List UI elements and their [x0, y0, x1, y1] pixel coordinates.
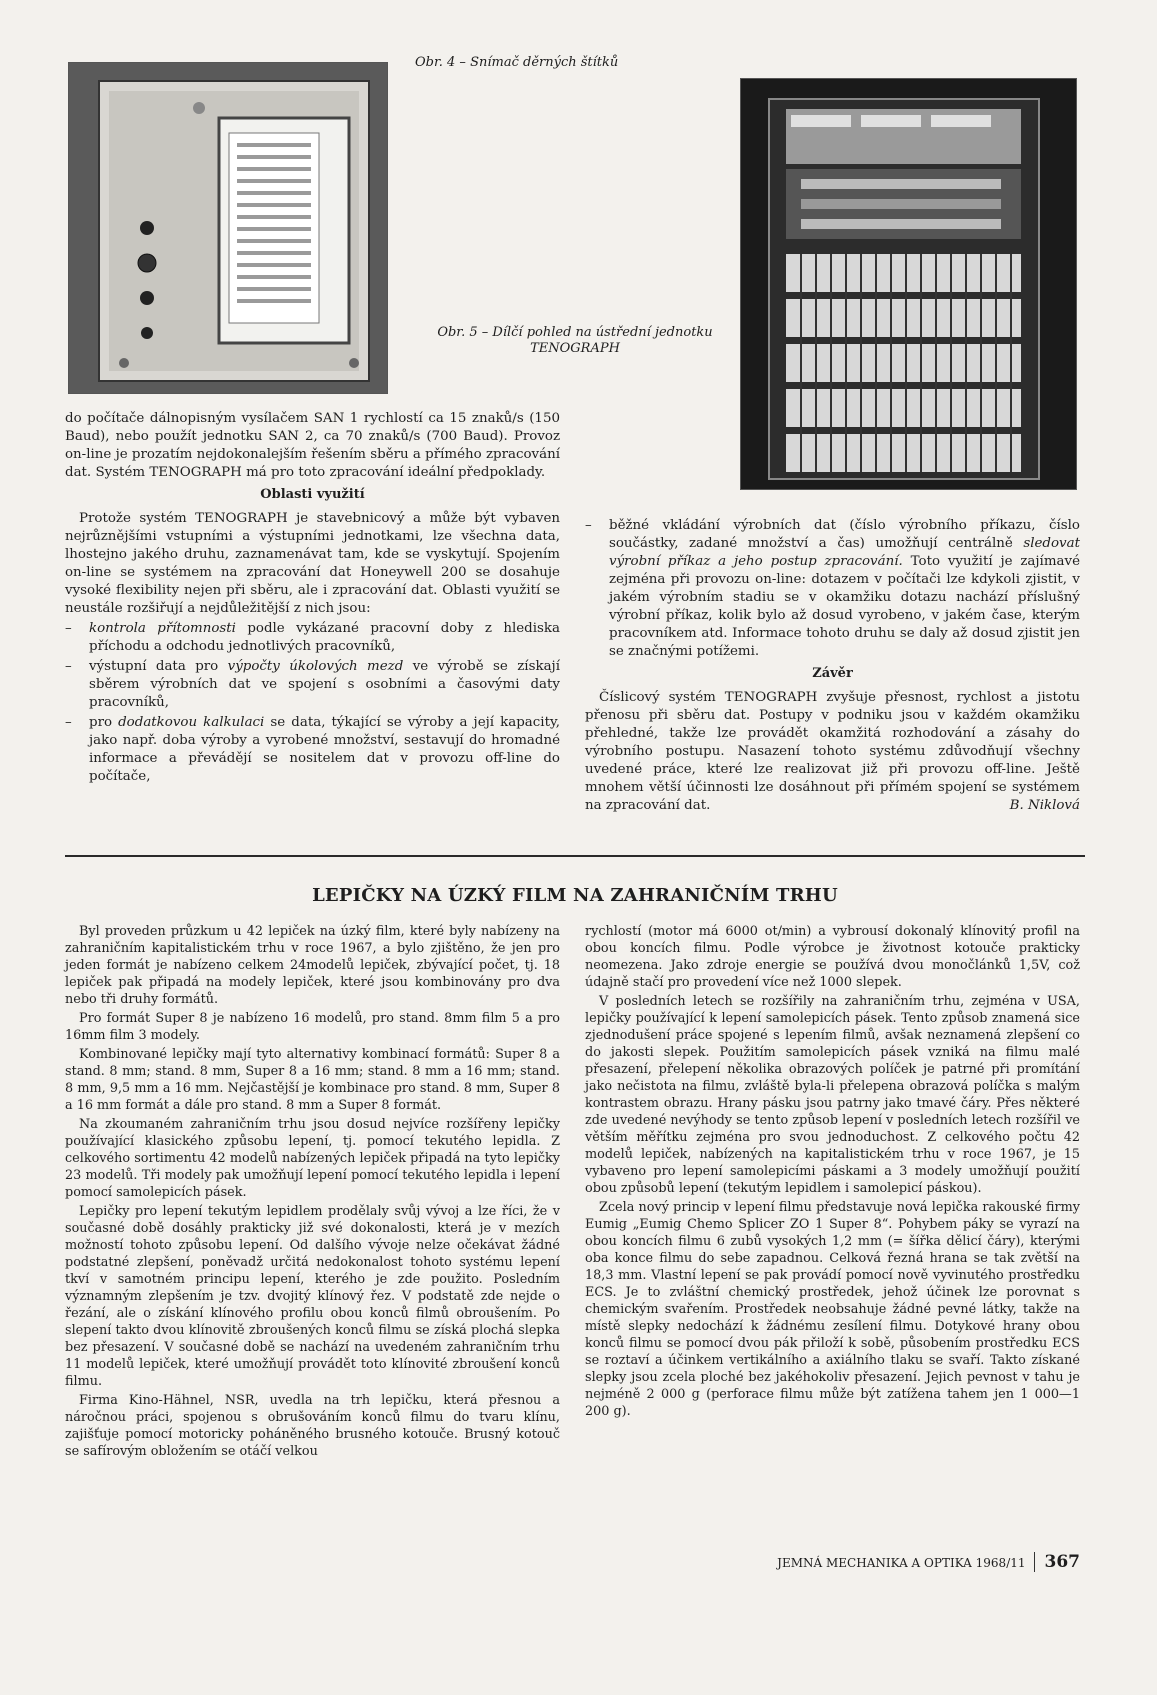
oblasti-paragraph: Protože systém TENOGRAPH je stavebnicový a může být vybaven nejrůznějšími vstupními a výstupními jednotkami, lze všechna data, lhostejno jakého druhu, zaznamenávat tam, kde se vyskytují. Spojením on-line se systémem na zpracování dat Honeywell 200 se dosahuje vysoké flexibility nejen při sběru, ale i zpracování dat. Oblasti využití se neustále rozšiřují a nejdůležitější z nich jsou:: [65, 511, 560, 616]
article2-right-paragraph: V posledních letech se rozšířily na zahraničním trhu, zejména v USA, lepičky používající k lepení samolepicích pásek. Tento způsob znamená sice zjednodušení práce spojené s lepením filmů, avšak neznamená zlepšení co do jakosti slepek. Použitím samolepicích pásek vzniká na filmu malé přesazení, přelepení několika obrazových políček je patrné při promítání jako nečistota na filmu, zvláště byla-li přelepena obrazová políčka s malým kontrastem obrazu. Hrany pásku jsou patrny jako tmavé čáry. Přes některé zde uvedené nevýhody se tento způsob lepení v posledních letech rozšířil ve větším měřítku zejména pro svou jednoduchost. Z celkového počtu 42 modelů lepiček, nabízených na kapitalistickém trhu v roce 1967, je 15 vybaveno pro lepení samolepicími páskami a 3 modely umožňují použití obou způsobů lepení (tekutým lepidlem i samolepicí páskou).: [585, 994, 1080, 1196]
article2-left-paragraph: Lepičky pro lepení tekutým lepidlem prodělaly svůj vývoj a lze říci, že v současné době dosáhly prakticky již své dokonalosti, která je v mezích možností tohoto způsobu lepení. Od dalšího vývoje nelze očekávat žádné podstatné zlepšení, poněvadž určitá nedokonalost tohoto systému lepení tkví v samotném principu lepení, kterého je zde použito. Posledním významným zlepšením je tzv. dvojitý klínový řez. V podstatě zde nejde o řezání, ale o získání klínového profilu obou konců filmů obroušením. Po slepení takto dvou klínovitě zbroušených konců filmu se získá plochá slepka bez přesazení. V současné době se nachází na uvedeném zahraničním trhu 11 modelů lepiček, které umožňují provádět toto klínovité zbroušení konců filmu.: [65, 1204, 560, 1389]
article2-title: LEPIČKY NA ÚZKÝ FILM NA ZAHRANIČNÍM TRHU: [312, 885, 838, 906]
article2-left-column: [65, 923, 560, 1462]
section-divider: [65, 855, 1085, 857]
article2-left-paragraph: Kombinované lepičky mají tyto alternativy kombinací formátů: Super 8 a stand. 8 mm; stand. 8 mm, Super 8 a 16 mm; stand. 8 mm a 16 mm; stand. 8 mm, 9,5 mm a 16 mm. Nejčastější je kombinace pro stand. 8 mm, Super 8 a 16 mm formát a dále pro stand. 8 mm a Super 8 formát.: [65, 1047, 560, 1113]
author-signature: B. Niklová: [1009, 798, 1080, 813]
figure-5-caption-line2: TENOGRAPH: [530, 341, 620, 356]
page-footer: [730, 1552, 1080, 1572]
figure-5-photo: [740, 78, 1077, 490]
article1-right-column: [585, 517, 1080, 817]
article2-right-paragraph: rychlostí (motor má 6000 ot/min) a vybrousí dokonalý klínovitý profil na obou koncích filmu. Podle výrobce je životnost kotouče prakticky neomezena. Jako zdroje energie se používá dvou monočlánků 1,5V, což údajně stačí pro provedení více než 1000 slepek.: [585, 924, 1080, 990]
article2-right-paragraph: Zcela nový princip v lepení filmu představuje nová lepička rakouské firmy Eumig „Eumig Chemo Splicer ZO 1 Super 8“. Pohybem páky se vyrazí na obou koncích filmu 6 zubů vysokých 1,2 mm (= šířka dělicí čáry), kterými oba konce filmu do sebe zapadnou. Celková řezná hrana se tak zvětší na 18,3 mm. Vlastní lepení se pak provádí pomocí nově vyvinutého prostředku ECS. Je to zvláštní chemický prostředek, jehož účinek lze porovnat s chemickým svařením. Prostředek neobsahuje žádné pevné látky, takže na místě slepky nedochází k žádnému zesílení filmu. Dotykové hrany obou konců filmu se pomocí dvou pák přiloží k sobě, působením prostředku ECS se roztaví a účinkem vertikálního a axiálního tlaku se svaří. Takto získané slepky jsou zcela ploché bez jakéhokoliv přesazení. Jejich pevnost v tahu je nejméně 2 000 g (perforace filmu může být zatížena tahem jen 1 000—1 200 g).: [585, 1200, 1080, 1419]
list-item-vyrobni-data: – běžné vkládání výrobních dat (číslo výrobního příkazu, číslo součástky, zadané množství a čas) umožňují centrálně sledovat výrobní příkaz a jeho postup zpracování. Toto využití je zajímavé zejména při provozu on-line: dotazem v počítači lze kdykoli zjistit, v jakém výrobním stadiu se v okamžiku dotazu nachází příslušný výrobní příkaz, kolik bylo až dosud vyrobeno, v jakém čase, kterým pracovníkem atd. Informace tohoto druhu se daly až dosud zjistit jen se značnými potížemi.: [585, 517, 1080, 661]
article2-left-paragraph: Byl proveden průzkum u 42 lepiček na úzký film, které byly nabízeny na zahraničním kapitalistickém trhu v roce 1967, a bylo zjištěno, že jen pro jeden formát je nabízeno celkem 24modelů lepiček, zbývající počet, tj. 18 lepiček pak připadá na modely lepiček, které jsou kombinovány pro dva nebo tři druhy formátů.: [65, 924, 560, 1007]
figure-4-photo: [68, 62, 388, 394]
heading-zaver: Závěr: [812, 666, 853, 681]
page-number: 367: [1034, 1552, 1081, 1572]
list-item-vypocty: – výstupní data pro výpočty úkolových mezd ve výrobě se získají sběrem výrobních dat ve spojení s osobními a časovými daty pracovníků,: [65, 658, 560, 712]
article2-left-paragraph: Firma Kino-Hähnel, NSR, uvedla na trh lepičku, která přesnou a náročnou práci, spojenou s obrušováním konců filmu do tvaru klínu, zajišťuje pomocí motoricky poháněného brusného kotouče. Brusný kotouč se safírovým obložením se otáčí velkou: [65, 1393, 560, 1459]
article2-left-paragraph: Pro formát Super 8 je nabízeno 16 modelů, pro stand. 8mm film 5 a pro 16mm film 3 modely.: [65, 1011, 560, 1043]
figure-5-caption: [415, 325, 735, 357]
list-item-kontrola: – kontrola přítomnosti podle vykázané pracovní doby z hlediska příchodu a odchodu jednotlivých pracovníků,: [65, 620, 560, 656]
journal-name: JEMNÁ MECHANIKA A OPTIKA 1968/11: [777, 1556, 1026, 1570]
figure-5-caption-line1: Obr. 5 – Dílčí pohled na ústřední jednotku: [437, 325, 713, 340]
article2-right-column: [585, 923, 1080, 1422]
central-unit-illustration: [741, 79, 1076, 489]
list-item-kalkulace: – pro dodatkovou kalkulaci se data, týkající se výroby a její kapacity, jako např. doba výroby a vyrobené množství, sestavují do hromadné informace a převádějí se nositelem dat v provozu off-line do počítače,: [65, 714, 560, 786]
article1-left-column: [65, 410, 560, 788]
article2-left-paragraph: Na zkoumaném zahraničním trhu jsou dosud nejvíce rozšířeny lepičky používající klasického způsobu lepení, tj. pomocí tekutého lepidla. Z celkového sortimentu 42 modelů nabízených lepiček připadá na tyto lepičky 23 modelů. Tři modely pak umožňují lepení pomocí tekutého lepidla i lepení pomocí samolepicích pásek.: [65, 1117, 560, 1200]
heading-oblasti-vyuziti: Oblasti využití: [260, 487, 365, 502]
figure-4-caption: Obr. 4 – Snímač děrných štítků: [415, 55, 619, 70]
article1-intro-paragraph: do počítače dálnopisným vysílačem SAN 1 rychlostí ca 15 znaků/s (150 Baud), nebo použít jednotku SAN 2, ca 70 znaků/s (700 Baud). Provoz on-line je prozatím nejdokonalejším řešením sběru a přímého zpracování dat. Systém TENOGRAPH má pro toto zpracování ideální předpoklady.: [65, 411, 560, 480]
card-reader-illustration: [69, 63, 387, 393]
zaver-paragraph: Číslicový systém TENOGRAPH zvyšuje přesnost, rychlost a jistotu přenosu při sběru dat. Postupy v podniku jsou v každém okamžiku přehledné, takže lze provádět okamžitá rozhodování a zásahy do výrobního postupu. Nasazení tohoto systému zdůvodňují všechny uvedené práce, které lze realizovat již při provozu off-line. Ještě mnohem větší účinnosti lze dosáhnout při přímém spojení se systémem na zpracování dat. B. Niklová: [585, 690, 1080, 813]
